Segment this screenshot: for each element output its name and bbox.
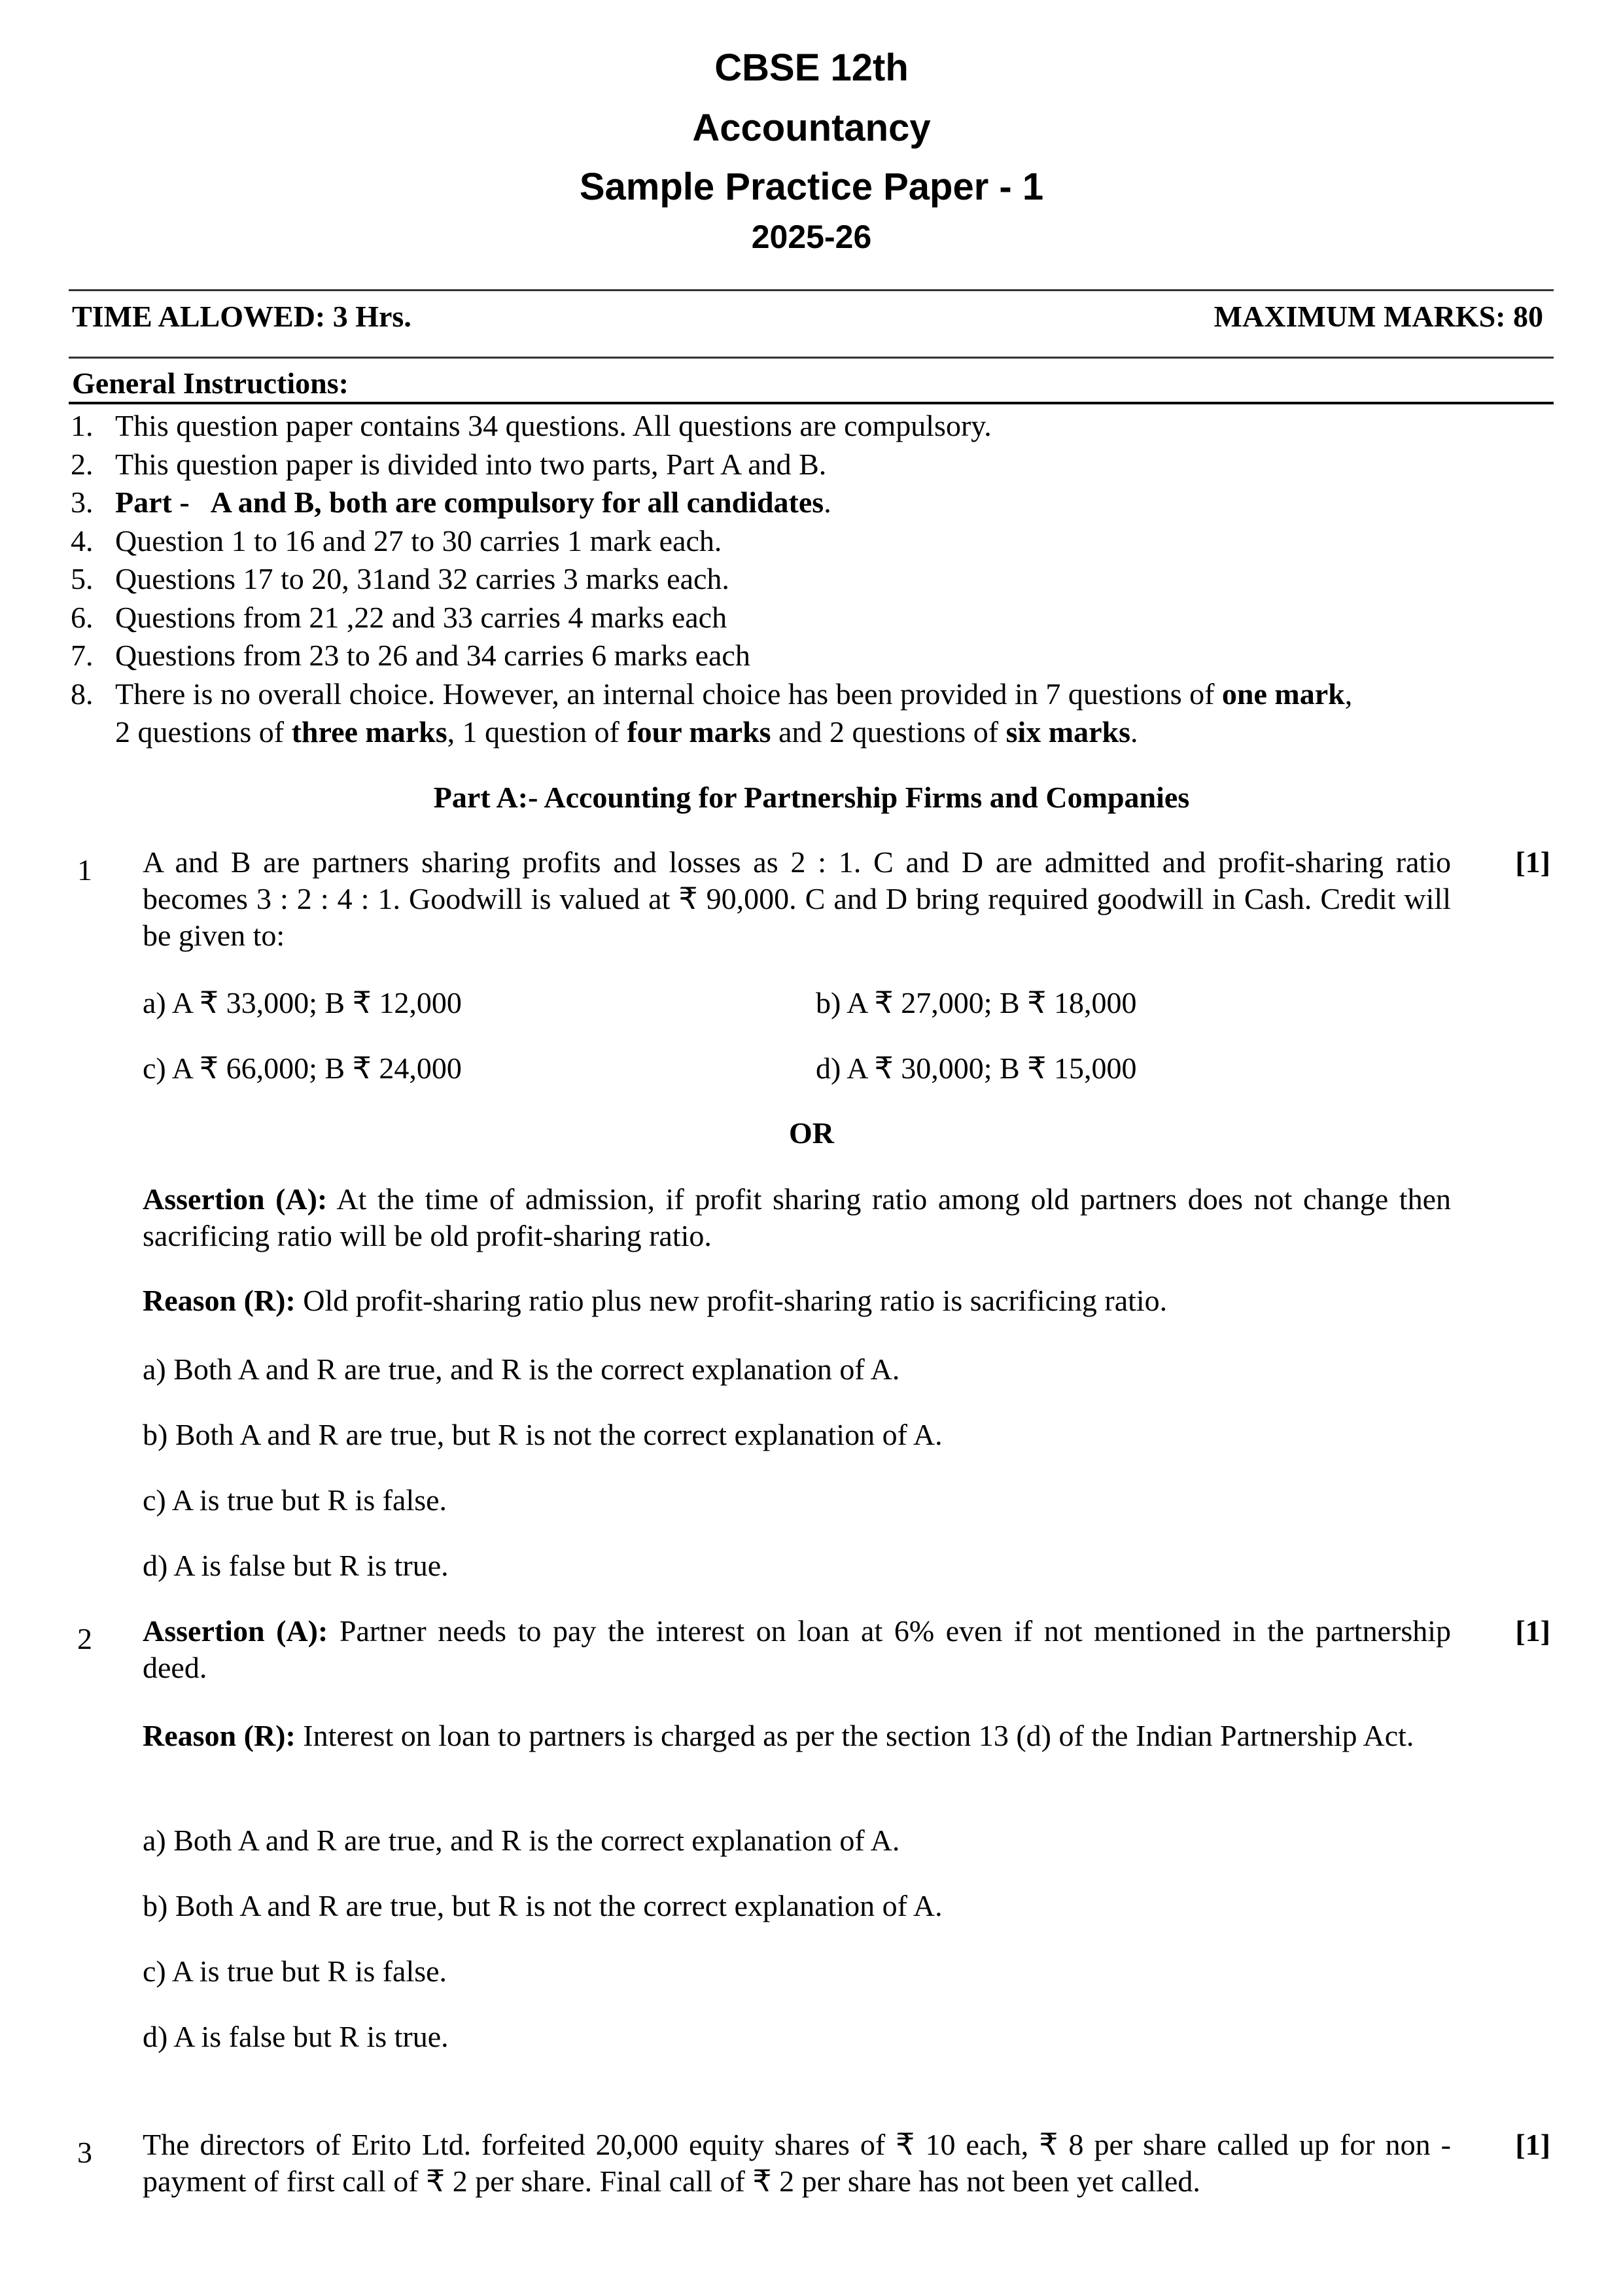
question-marks: [1]: [1515, 845, 1550, 879]
instruction-text-bold: four marks: [627, 715, 771, 749]
option-c: c) A is true but R is false.: [143, 1954, 447, 1988]
general-instructions-list: [71, 407, 1556, 752]
assertion-statement: [143, 1613, 1451, 1686]
question-1: [72, 844, 1570, 955]
instruction-text: Question 1 to 16 and 27 to 30 carries 1 mark each.: [115, 523, 722, 557]
maximum-marks: MAXIMUM MARKS: 80: [1213, 300, 1543, 333]
option-d: d) A is false but R is true.: [143, 1549, 449, 1582]
question-text: A and B are partners sharing profits and losses as 2 : 1. C and D are admitted and profit-sharing ratio becomes 3 : 2 : 4 : 1. Goodwill is valued at ₹ 90,000. C and D bring required goodwill in Cash. Credit will be given to:: [143, 845, 1451, 952]
instruction-text: Questions from 23 to 26 and 34 carries 6 marks each: [115, 639, 750, 672]
instruction-item: [71, 637, 1556, 675]
paper-subject-title: Accountancy: [692, 107, 931, 149]
instruction-number: 3.: [71, 486, 94, 519]
reason-text: Old profit-sharing ratio plus new profit-sharing ratio is sacrificing ratio.: [295, 1284, 1168, 1317]
question-text: The directors of Erito Ltd. forfeited 20,000 equity shares of ₹ 10 each, ₹ 8 per share called up for non - payment of first call of ₹ 2 per share. Final call of ₹ 2 per share has not been yet called.: [143, 2128, 1451, 2198]
instruction-item: [71, 484, 1556, 522]
instruction-text-bold: three marks: [291, 715, 447, 749]
question-marks: [1]: [1515, 1614, 1550, 1648]
instruction-number: 1.: [71, 409, 94, 442]
instruction-text: This question paper is divided into two parts, Part A and B.: [115, 447, 827, 481]
assertion-statement: [143, 1181, 1451, 1254]
reason-text: Interest on loan to partners is charged as per the section 13 (d) of the Indian Partnership Act.: [295, 1719, 1414, 1752]
instruction-number: 4.: [71, 523, 94, 557]
instruction-number: 7.: [71, 639, 94, 672]
divider-instructions: [69, 402, 1554, 404]
option-b: b) Both A and R are true, but R is not the correct explanation of A.: [143, 1889, 943, 1922]
section-heading-part-a: Part A:- Accounting for Partnership Firms and Companies: [433, 781, 1190, 814]
option-a: a) Both A and R are true, and R is the correct explanation of A.: [143, 1824, 900, 1857]
instruction-text: 2 questions of: [115, 715, 292, 749]
option-b: b) Both A and R are true, but R is not the correct explanation of A.: [143, 1418, 943, 1451]
instruction-item: [71, 407, 1556, 446]
paper-board-title: CBSE 12th: [714, 46, 909, 89]
assertion-text: Partner needs to pay the interest on loan at 6% even if not mentioned in the partnership deed.: [143, 1614, 1451, 1684]
instruction-text: ,: [1344, 677, 1353, 711]
instruction-text: Questions from 21 ,22 and 33 carries 4 marks each: [115, 600, 727, 634]
time-allowed: TIME ALLOWED: 3 Hrs.: [72, 300, 411, 333]
instruction-number: 5.: [71, 562, 94, 595]
instruction-text: and 2 questions of: [771, 715, 1006, 749]
instruction-item: [71, 675, 1556, 752]
instruction-number: 8.: [71, 677, 94, 711]
or-separator: OR: [789, 1116, 834, 1150]
instruction-item: [71, 522, 1556, 561]
general-instructions-heading: General Instructions:: [72, 366, 349, 400]
question-marks: [1]: [1515, 2128, 1550, 2161]
question-number: 3: [77, 2136, 92, 2169]
option-a: a) A ₹ 33,000; B ₹ 12,000: [143, 986, 462, 1019]
instruction-number: 6.: [71, 600, 94, 634]
divider-middle: [69, 357, 1554, 359]
instruction-text: , 1 question of: [447, 715, 627, 749]
question-2: [72, 1613, 1570, 1691]
instruction-number: 2.: [71, 447, 94, 481]
instruction-item: [71, 599, 1556, 637]
assertion-text: At the time of admission, if profit sharing ratio among old partners does not change then sacrificing ratio will be old profit-sharing ratio.: [143, 1182, 1451, 1252]
instruction-item: [71, 446, 1556, 484]
option-c: c) A is true but R is false.: [143, 1483, 447, 1517]
assertion-label: Assertion (A):: [143, 1182, 328, 1216]
option-c: c) A ₹ 66,000; B ₹ 24,000: [143, 1051, 462, 1085]
question-3: [72, 2127, 1570, 2205]
instruction-item: [71, 560, 1556, 599]
option-b: b) A ₹ 27,000; B ₹ 18,000: [816, 986, 1137, 1019]
paper-session: 2025-26: [751, 219, 872, 255]
reason-statement: [143, 1282, 1451, 1319]
instruction-text: .: [824, 486, 831, 519]
question-number: 1: [77, 853, 92, 887]
instruction-text-bold: one mark: [1221, 677, 1345, 711]
paper-name-title: Sample Practice Paper - 1: [579, 166, 1044, 208]
instruction-text-bold: Part - A and B, both are compulsory for all candidates: [115, 486, 824, 519]
divider-top: [69, 289, 1554, 291]
reason-statement: [143, 1718, 1451, 1754]
instruction-text-bold: six marks: [1005, 715, 1130, 749]
assertion-label: Assertion (A):: [143, 1614, 328, 1648]
option-d: d) A is false but R is true.: [143, 2020, 449, 2053]
question-number: 2: [77, 1622, 92, 1655]
instruction-text: .: [1130, 715, 1138, 749]
option-d: d) A ₹ 30,000; B ₹ 15,000: [816, 1051, 1137, 1085]
instruction-text: This question paper contains 34 questions. All questions are compulsory.: [115, 409, 992, 442]
reason-label: Reason (R):: [143, 1719, 296, 1752]
reason-label: Reason (R):: [143, 1284, 296, 1317]
instruction-text: There is no overall choice. However, an internal choice has been provided in 7 questions of: [115, 677, 1222, 711]
instruction-text: Questions 17 to 20, 31and 32 carries 3 marks each.: [115, 562, 729, 595]
option-a: a) Both A and R are true, and R is the correct explanation of A.: [143, 1352, 900, 1386]
